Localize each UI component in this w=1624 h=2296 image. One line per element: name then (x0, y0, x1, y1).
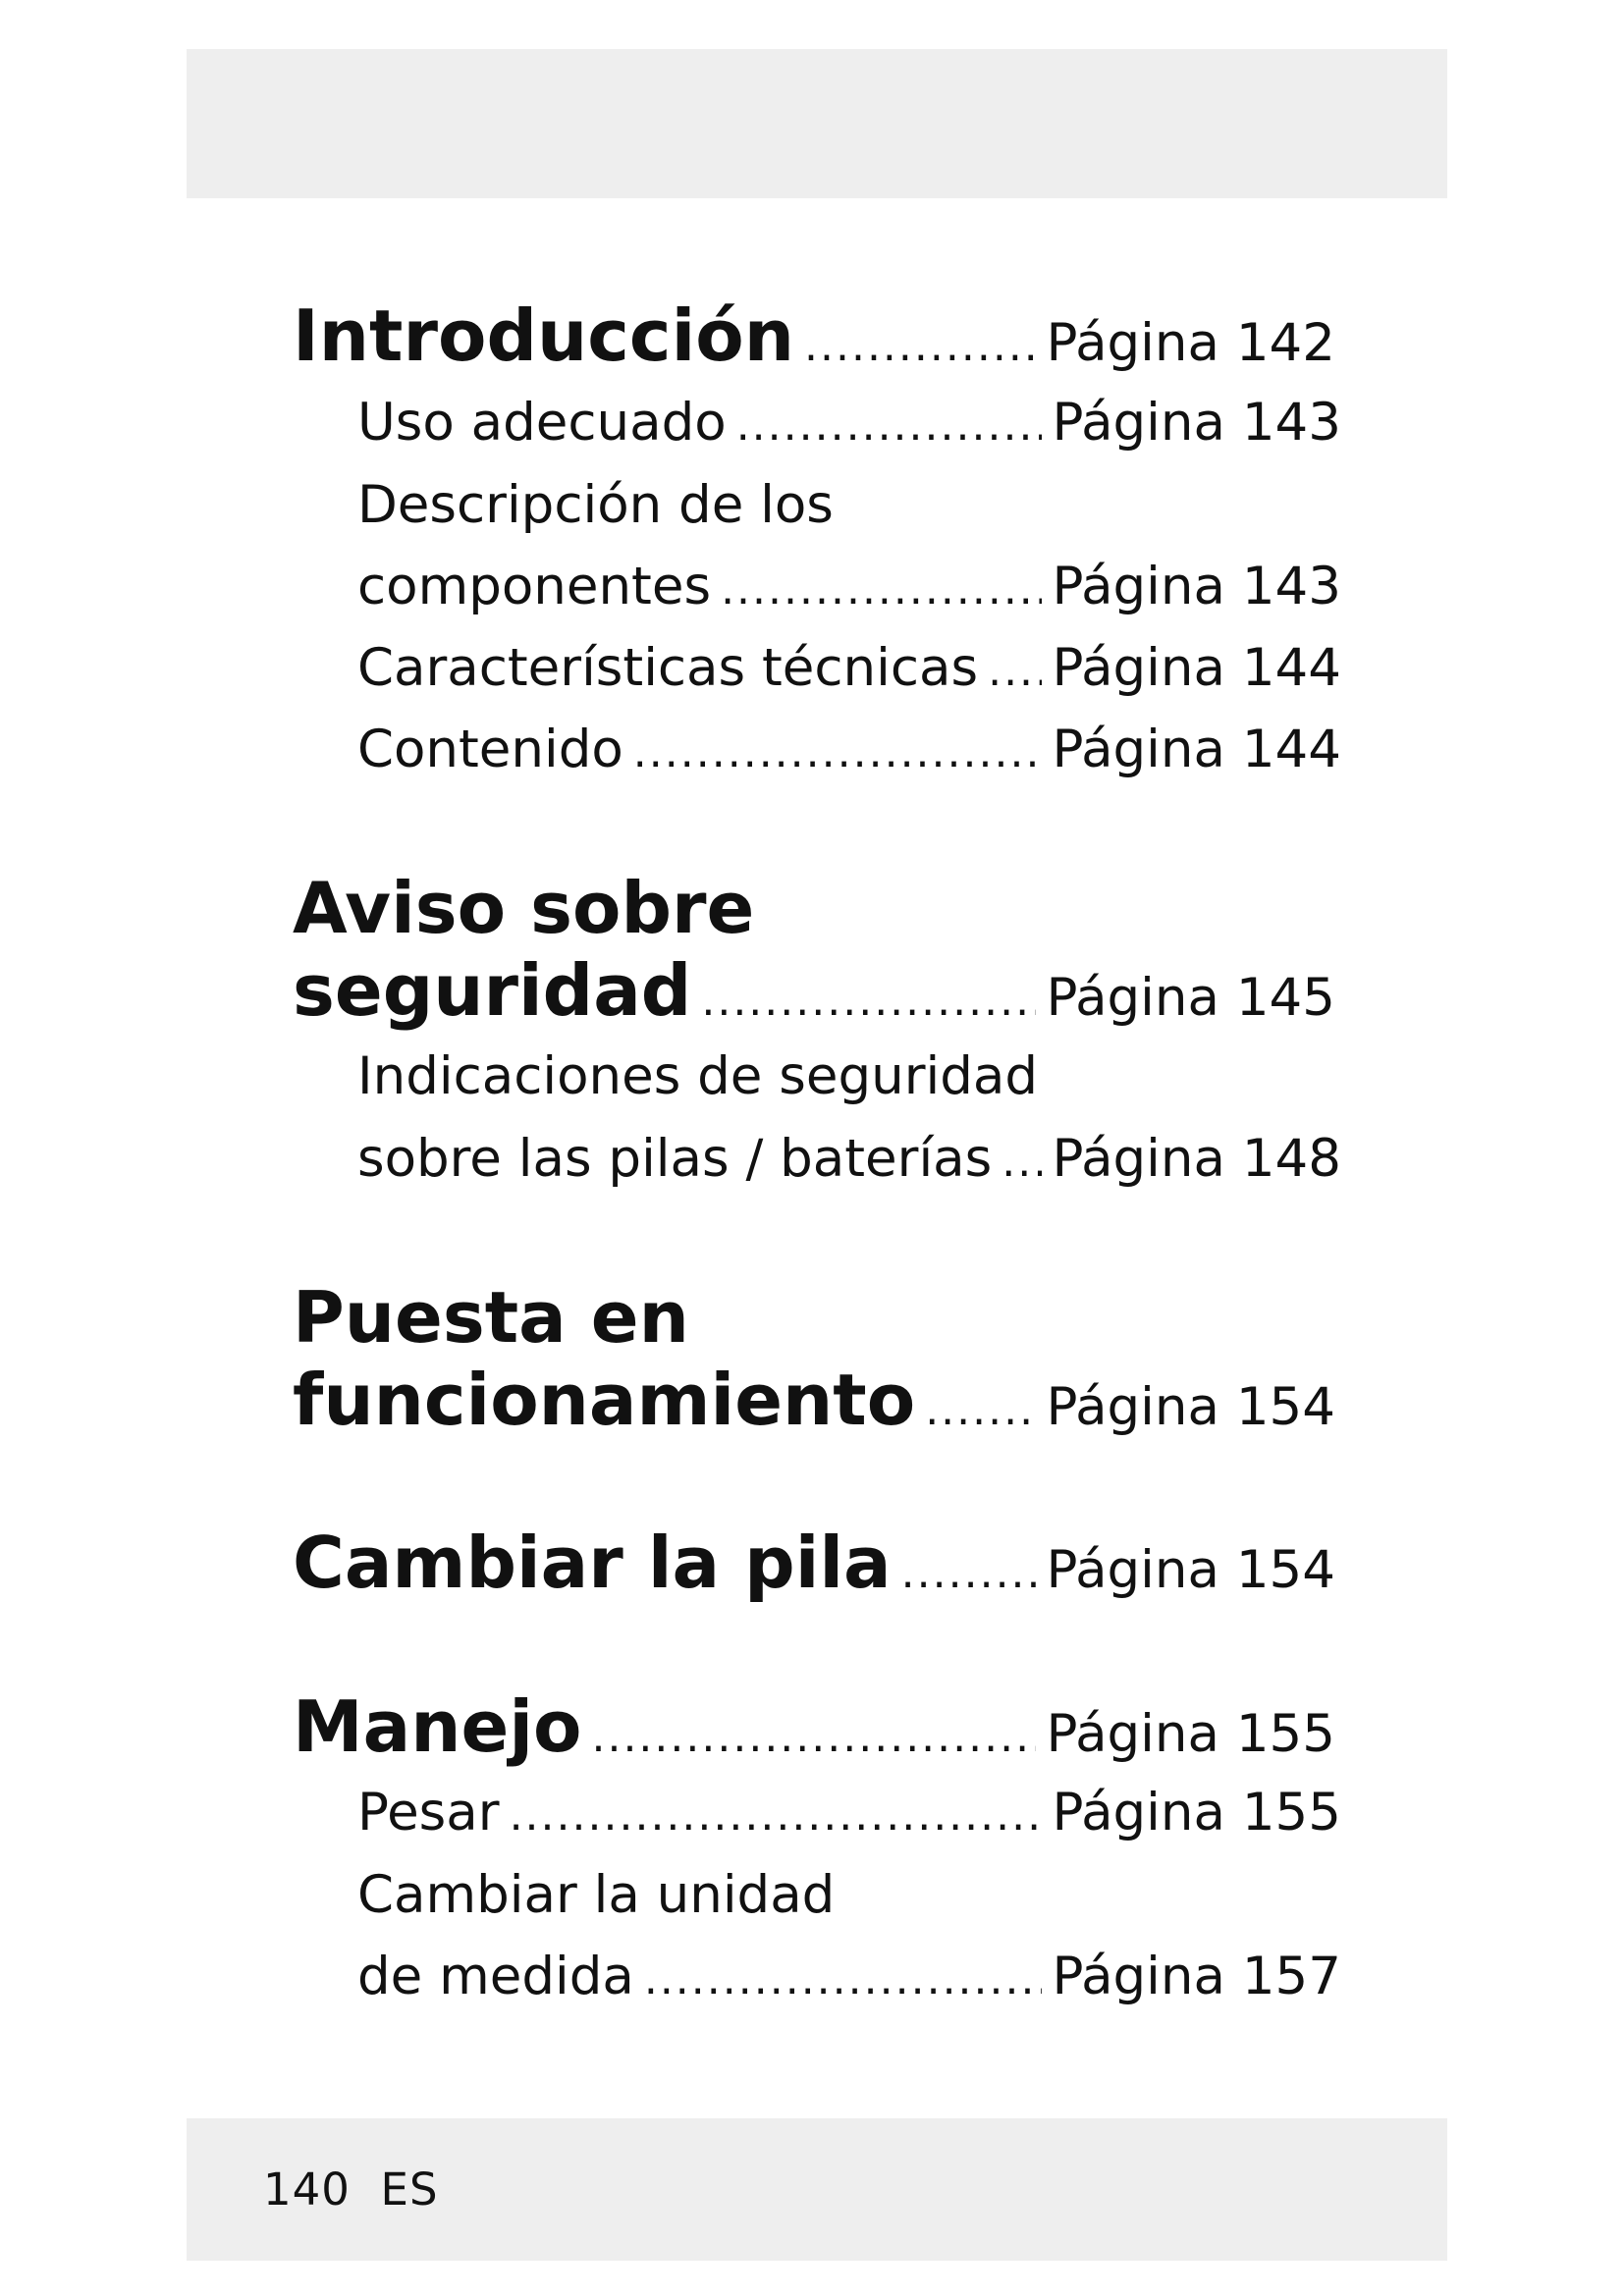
toc-entry-contenido[interactable] (357, 720, 1341, 779)
leader-dots (644, 1954, 1043, 2004)
toc-subheading: Pesar (357, 1783, 500, 1842)
toc-heading: Introducción (293, 294, 794, 377)
toc-entry-cambiar-pila[interactable] (293, 1522, 1335, 1604)
toc-subheading: Descripción de los (357, 475, 834, 535)
toc-page-ref: Página 144 (1052, 720, 1341, 779)
toc-entry-uso-adecuado[interactable] (357, 393, 1341, 453)
leader-dots (721, 564, 1042, 614)
toc-entry-indicaciones-line1 (357, 1046, 1341, 1106)
toc-page-ref: Página 148 (1052, 1129, 1341, 1189)
toc-subheading: componentes (357, 557, 712, 616)
toc-heading: Aviso sobre (293, 867, 755, 949)
leader-dots (988, 646, 1042, 696)
toc-heading: funcionamiento (293, 1359, 916, 1441)
leader-dots (591, 1712, 1036, 1762)
toc-page-ref: Página 155 (1046, 1704, 1335, 1764)
toc-heading: Cambiar la pila (293, 1522, 892, 1604)
toc-entry-unidad[interactable] (357, 1947, 1341, 2006)
toc-subheading: de medida (357, 1947, 634, 2006)
toc-page-ref: Página 155 (1052, 1783, 1341, 1842)
toc-page-ref: Página 143 (1052, 557, 1341, 616)
toc-entry-pesar[interactable] (357, 1783, 1341, 1842)
toc-entry-caracteristicas[interactable] (357, 638, 1341, 698)
toc-page-ref: Página 142 (1046, 313, 1335, 373)
leader-dots (701, 976, 1036, 1026)
leader-dots (804, 321, 1036, 371)
page-number: 140 (263, 2163, 351, 2216)
toc-page-ref: Página 145 (1046, 968, 1335, 1028)
leader-dots (1001, 1137, 1042, 1187)
toc-entry-puesta-line1 (293, 1276, 1335, 1359)
toc-entry-aviso-line1 (293, 867, 1335, 949)
language-code: ES (380, 2163, 439, 2216)
toc-page-ref: Página 144 (1052, 638, 1341, 698)
toc-entry-indicaciones[interactable] (357, 1129, 1341, 1189)
toc-entry-manejo[interactable] (293, 1685, 1335, 1768)
toc-subheading: Cambiar la unidad (357, 1865, 836, 1925)
toc-entry-unidad-line1 (357, 1865, 1341, 1925)
toc-entry-puesta[interactable] (293, 1359, 1335, 1441)
leader-dots (736, 400, 1043, 451)
leader-dots (510, 1790, 1043, 1841)
toc-subheading: sobre las pilas / baterías (357, 1129, 993, 1189)
toc-subheading: Características técnicas (357, 638, 979, 698)
toc-page-ref: Página 154 (1046, 1540, 1335, 1600)
toc-heading: Manejo (293, 1685, 582, 1768)
footer-band (187, 2118, 1447, 2261)
header-band (187, 49, 1447, 198)
toc-page-ref: Página 143 (1052, 393, 1341, 453)
leader-dots (901, 1548, 1037, 1598)
toc-entry-aviso[interactable] (293, 949, 1335, 1032)
toc-heading: seguridad (293, 949, 692, 1032)
leader-dots (633, 727, 1043, 777)
toc-entry-introduccion[interactable] (293, 294, 1335, 377)
toc-entry-descripcion-line1 (357, 475, 1341, 535)
toc-subheading: Indicaciones de seguridad (357, 1046, 1038, 1106)
toc-subheading: Uso adecuado (357, 393, 727, 453)
toc-heading: Puesta en (293, 1276, 689, 1359)
toc-entry-descripcion[interactable] (357, 557, 1341, 616)
page-footer (263, 2163, 439, 2216)
toc-page-ref: Página 154 (1046, 1377, 1335, 1437)
toc-subheading: Contenido (357, 720, 623, 779)
leader-dots (925, 1385, 1036, 1435)
toc-page-ref: Página 157 (1052, 1947, 1341, 2006)
